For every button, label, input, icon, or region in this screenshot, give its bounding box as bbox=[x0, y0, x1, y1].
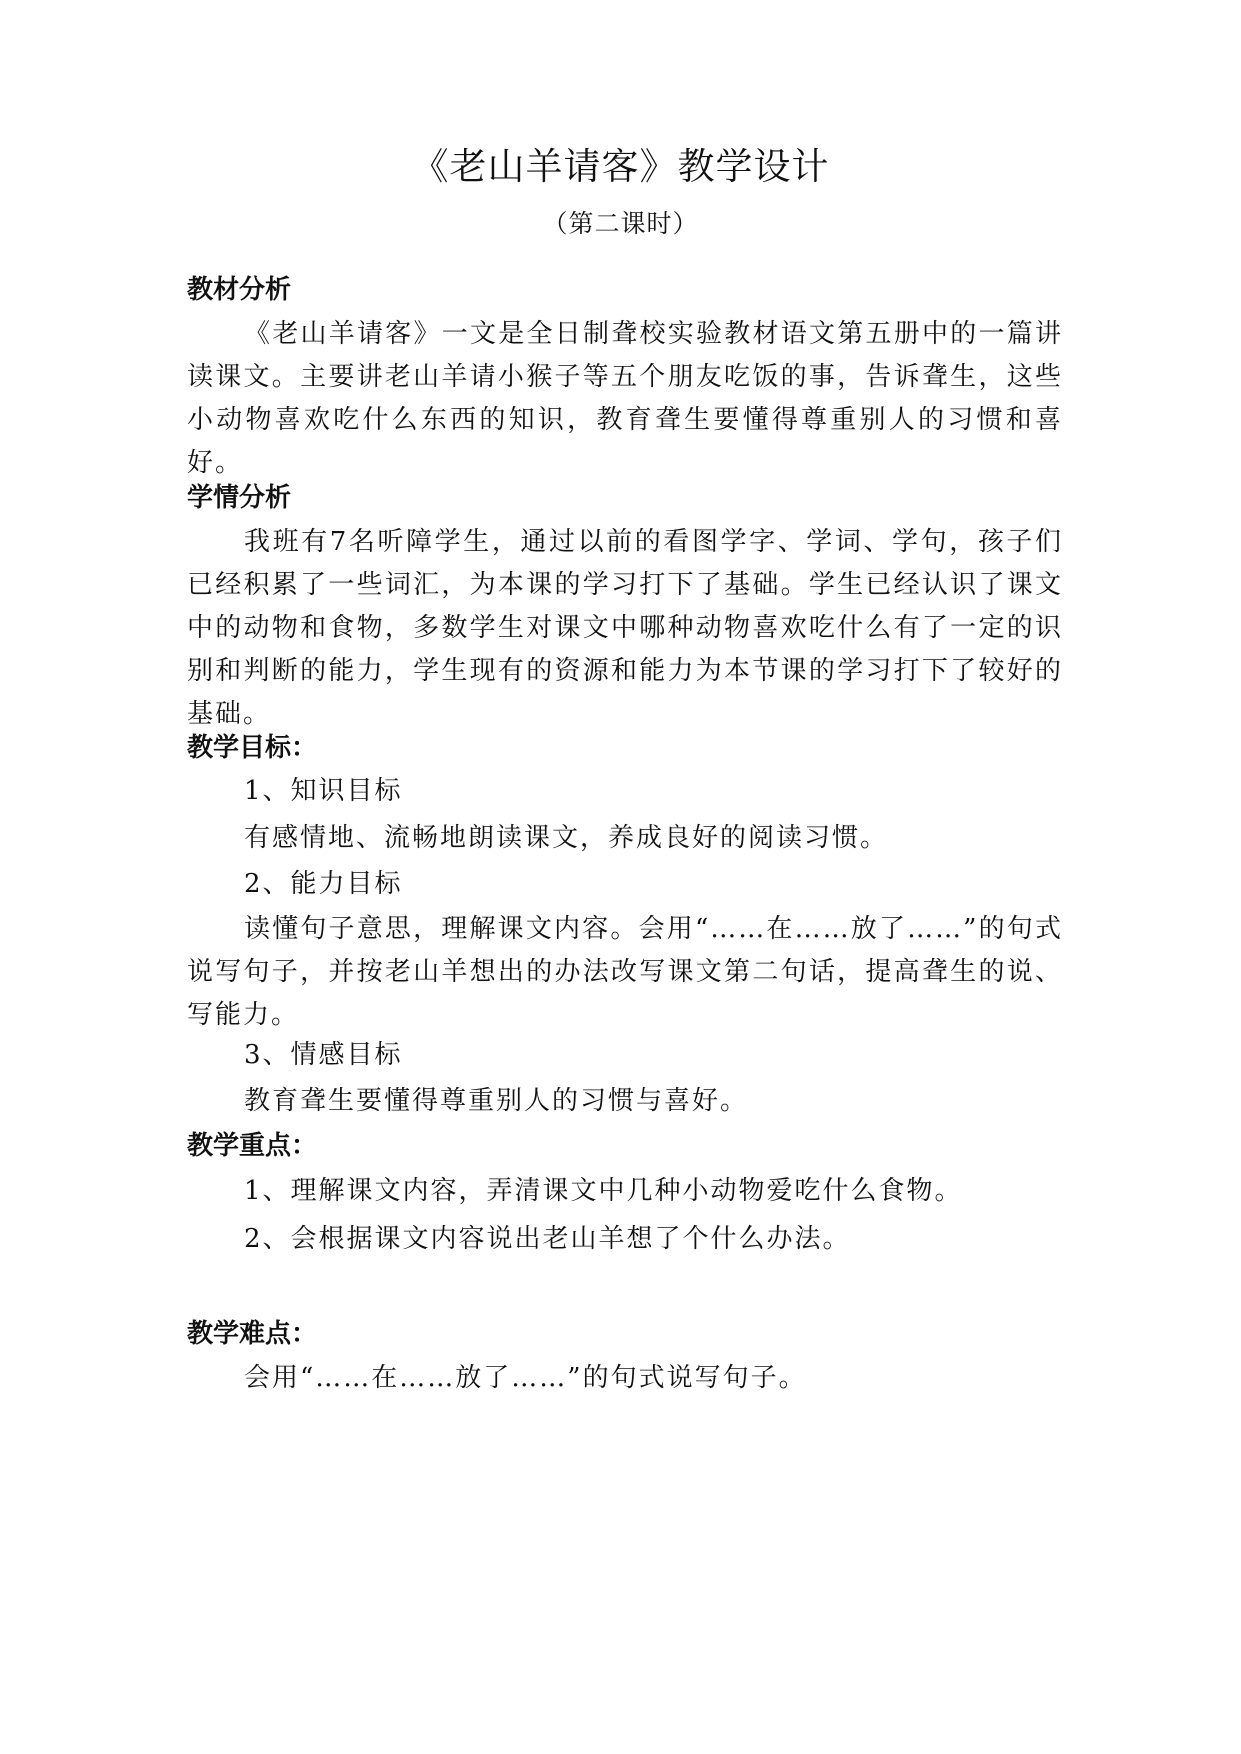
section-heading-key-points: 教学重点： bbox=[187, 1131, 318, 1161]
goal-knowledge-title: 1、知识目标 bbox=[244, 776, 403, 806]
section-heading-difficulties: 教学难点： bbox=[187, 1319, 318, 1349]
difficulty-body: 会用“……在……放了……”的句式说写句子。 bbox=[244, 1363, 807, 1393]
document-subtitle: （第二课时） bbox=[542, 209, 699, 238]
key-point-item-2: 2、会根据课文内容说出老山羊想了个什么办法。 bbox=[244, 1224, 851, 1254]
section-heading-students: 学情分析 bbox=[187, 483, 292, 513]
goal-knowledge-body: 有感情地、流畅地朗读课文，养成良好的阅读习惯。 bbox=[244, 823, 889, 853]
section-heading-material: 教材分析 bbox=[187, 275, 292, 305]
section-heading-goals: 教学目标： bbox=[187, 733, 318, 763]
goal-emotion-body: 教育聋生要懂得尊重别人的习惯与喜好。 bbox=[244, 1086, 749, 1116]
key-point-item-1: 1、理解课文内容，弄清课文中几种小动物爱吃什么食物。 bbox=[244, 1176, 963, 1206]
goal-ability-title: 2、能力目标 bbox=[244, 869, 403, 899]
document-title: 《老山羊请客》教学设计 bbox=[411, 145, 830, 188]
section-body-material: 《老山羊请客》一文是全日制聋校实验教材语文第五册中的一篇讲读课文。主要讲老山羊请小猴子等五个朋友吃饭的事，告诉聋生，这些小动物喜欢吃什么东西的知识，教育聋生要懂得尊重别人的习惯和喜好。 bbox=[187, 319, 1063, 478]
goal-ability-body: 读懂句子意思，理解课文内容。会用“……在……放了……”的句式说写句子，并按老山羊想出的办法改写课文第二句话，提高聋生的说、写能力。 bbox=[187, 914, 1063, 1030]
section-body-students: 我班有7名听障学生，通过以前的看图学字、学词、学句，孩子们已经积累了一些词汇，为本课的学习打下了基础。学生已经认识了课文中的动物和食物，多数学生对课文中哪种动物喜欢吃什么有了一定的识别和判断的能力，学生现有的资源和能力为本节课的学习打下了较好的基础。 bbox=[187, 527, 1063, 729]
goal-emotion-title: 3、情感目标 bbox=[244, 1040, 403, 1070]
